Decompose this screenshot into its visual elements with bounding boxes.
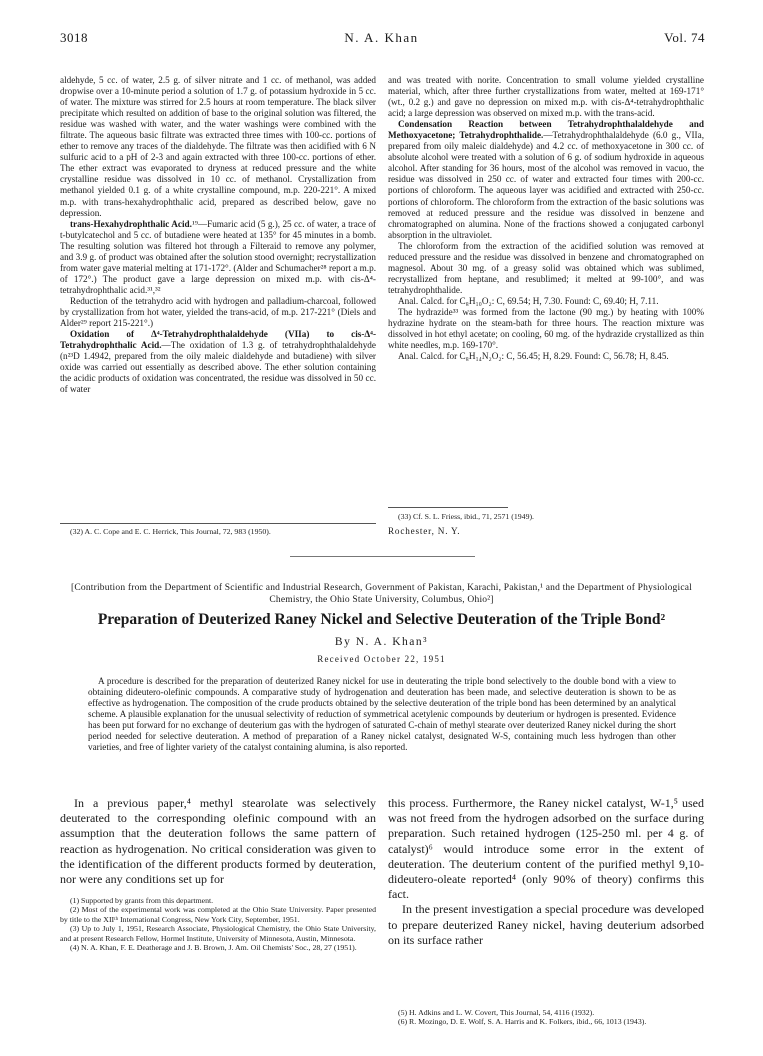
footnote: (5) H. Adkins and L. W. Covert, This Journal, 54, 4116 (1932). <box>398 1008 595 1017</box>
body-right-footnotes <box>388 1008 704 1027</box>
article-title: Preparation of Deuterized Raney Nickel and Selective Deuteration of the Triple Bond² <box>97 611 666 628</box>
body-right-column <box>388 796 704 948</box>
byline: By N. A. Khan³ <box>334 636 429 648</box>
running-head-author: N. A. Khan <box>344 30 419 45</box>
paragraph: Condensation Reaction between Tetrahydrophthalaldehyde and Methoxyacetone; Tetrahydrophthalide.—Tetrahydrophthalaldehyde (6.0 g., VIIa, prepared from oily maleic dialdehyde) and 4.2 cc. of methoxyacetone in 300 cc. of absolute alcohol were treated with a solution of 6 g. of sodium hydroxide in aqueous alcohol. After standing for 36 hours, most of the alcohol was removed in vacuo, the residue was dissolved in 250 cc. of water and extracted four times with 200-cc. portions of chloroform. The aqueous layer was acidified and extracted with 250-cc. portions of chloroform. The chloroform from the extraction of the basic solutions was removed at reduced pressure and the residue was dissolved in benzene and chromatographed on alumina. None of the fractions showed a conjugated carbonyl absorption in the ultraviolet. <box>388 119 704 240</box>
analysis-line: Anal. Calcd. for C₈H₁₄N₂O₂: C, 56.45; H, 8.29. Found: C, 56.78; H, 8.45. <box>398 351 669 362</box>
footnote-rule <box>60 523 376 524</box>
page-number: 3018 <box>60 30 88 45</box>
paragraph: The chloroform from the extraction of the acidified solution was removed at reduced pressure and the residue was dissolved in benzene and chromatographed on magnesol. About 30 mg. of a greasy solid was obtained which was sublimed, recrystallized from heptane, and resublimed; it melted at 99-100°, and was tetrahydrophthalide. <box>388 240 704 295</box>
top-right-footnote <box>388 512 704 521</box>
footnote: (32) A. C. Cope and E. C. Herrick, This Journal, 72, 983 (1950). <box>70 527 271 536</box>
paragraph: Reduction of the tetrahydro acid with hydrogen and palladium-charcoal, followed by crystallization from hot water, yielded the trans-acid, of m.p. 217-221° (Diels and Alder²⁹ report 215-221°.) <box>60 295 376 329</box>
received-date: Received October 22, 1951 <box>317 654 446 664</box>
footnote: (6) R. Mozingo, D. E. Wolf, S. A. Harris and K. Folkers, ibid., 66, 1013 (1943). <box>398 1017 647 1027</box>
paragraph: trans-Hexahydrophthalic Acid.¹⁹—Fumaric acid (5 g.), 25 cc. of water, a trace of t-butylcatechol and 5 cc. of butadiene were heated at 135° for 45 minutes in a bomb. The resulting solution was filtered hot through a Filteraid to remove any polymer, and 3.9 g. of product was obtained after the solution stood overnight; recrystallization from water gave material melting at 171-172°. (Alder and Schumacher²⁸ report a m.p. of 172°.) The product gave a large depression on mixed m.p. with cis-Δ⁴-tetrahydrophthalic acid.³¹,³² <box>60 218 376 295</box>
paragraph: Oxidation of Δ⁴-Tetrahydrophthalaldehyde (VIIa) to cis-Δ⁴-Tetrahydrophthalic Acid.—The oxidation of 1.3 g. of tetrahydrophthalaldehyde (n²³D 1.4942, prepared from the oily maleic dialdehyde and butadiene) with silver oxide was carried out essentially as described above. The ether solution containing the acidic products of oxidation was concentrated, the residue was dissolved in 50 cc. of water <box>60 329 376 395</box>
footnote: (4) N. A. Khan, F. E. Deatherage and J. B. Brown, J. Am. Oil Chemists' Soc., 28, 27 (1951). <box>70 943 357 953</box>
paragraph: The hydrazide³³ was formed from the lactone (90 mg.) by heating with 100% hydrazine hydrate on the steam-bath for three hours. The reaction mixture was dissolved in hot ethyl acetate; on cooling, 60 mg. of the hydrazide crystallized as thin white needles, m.p. 169-170°. <box>388 306 704 351</box>
top-left-footnote <box>60 527 376 536</box>
paragraph: aldehyde, 5 cc. of water, 2.5 g. of silver nitrate and 1 cc. of methanol, was added dropwise over a 10-minute period a solution of 1.7 g. of potassium hydroxide in 5 cc. of water. The mixture was stirred for 2.5 hours at room temperature. The black silver precipitate which resulted on addition of base to the original solution was filtered, the residue was washed with water, and the water washings were combined with the filtrate. The aqueous basic filtrate was extracted three times with 100-cc. portions of ether to remove any traces of the dialdehyde. The filtrate was then acidified with 6 N sulfuric acid to a pH of 2-3 and again extracted with three 100-cc. portions of ether. The ether extract was evaporated to dryness at reduced pressure and the white crystalline residue was dissolved in 10 cc. of methanol. Crystallization from methanol yielded 0.1 g. of a white crystalline compound, m.p. 220-221°. A mixed m.p. with trans-hexahydrophthalic acid, prepared as described below, gave no depression. <box>60 75 376 218</box>
article-separator-rule <box>290 556 475 557</box>
paragraph: this process. Furthermore, the Raney nickel catalyst, W-1,⁵ used was not freed from the hydrogen adsorbed on the surface during preparation. Such retained hydrogen (125-250 ml. per 4 g. of catalyst)⁶ would introduce some error in the extent of deuteration. The deuterium content of the purified methyl 9,10-dideutero-oleate reported⁴ (only 90% of theory) confirms this fact. <box>388 796 704 902</box>
top-right-column <box>388 75 704 362</box>
location: Rochester, N. Y. <box>388 526 461 536</box>
section-heading: Oxidation of Δ⁴-Tetrahydrophthalaldehyde (VIIa) to cis-Δ⁴-Tetrahydrophthalic Acid. <box>60 329 376 351</box>
footnote: (33) Cf. S. L. Friess, ibid., 71, 2571 (1949). <box>398 512 535 521</box>
footnote: (3) Up to July 1, 1951, Research Associate, Physiological Chemistry, the Ohio State University, and at present Research Fellow, Hormel Institute, University of Minnesota, Austin, Minnesota. <box>60 924 376 943</box>
contribution-line: [Contribution from the Department of Scientific and Industrial Research, Government of Pakistan, Karachi, Pakistan,¹ and the Department of Physiological Chemistry, the Ohio State University, Columbus, Ohio²] <box>70 583 693 605</box>
abstract: A procedure is described for the preparation of deuterized Raney nickel for use in deuterating the triple bond selectively to the double bond with a view to obtaining dideutero-olefinic compounds. A comparative study of hydrogenation and deuteration has been made, and selective deuteration is shown to be as effective as hydrogenation. The composition of the crude products obtained by the selective deuteration of the triple bond has been determined by an analytical scheme. A plausible explanation for the unusual selectivity of reduction of symmetrical acetylenic compounds by deuterium or hydrogen is presented. Evidence has been put forward for no exchange of deuterium gas with the hydrogen of saturated C-chain of methyl stearate over deuterized Raney nickel during the short period needed for selective deuteration. A method of preparation of a Raney nickel catalyst, designated W-S, containing much less hydrogen than other varieties, and free of lighter variety of the catalyst containing alumina, is also reported. <box>88 676 676 753</box>
section-heading: Condensation Reaction between Tetrahydrophthalaldehyde and Methoxyacetone; Tetrahydrophthalide. <box>388 119 704 141</box>
paragraph: In a previous paper,⁴ methyl stearolate was selectively deuterated to the corresponding olefinic compound with an assumption that the deuteration follows the same pattern of reaction as hydrogenation. No critical consideration was given to the identification of the different products formed by deuteration, nor were any conditions set up for <box>60 796 376 887</box>
analysis-line: Anal. Calcd. for C₈H₁₀O₂: C, 69.54; H, 7.30. Found: C, 69.40; H, 7.11. <box>398 295 659 306</box>
body-left-footnotes <box>60 896 376 952</box>
section-heading: trans-Hexahydrophthalic Acid. <box>70 218 192 229</box>
footnote-rule <box>388 507 508 508</box>
volume-label: Vol. 74 <box>664 30 705 45</box>
paragraph: In the present investigation a special procedure was developed to prepare deuterized Raney nickel, having deuterium adsorbed on its surface rather <box>388 902 704 947</box>
footnote: (1) Supported by grants from this department. <box>70 896 214 905</box>
paragraph: and was treated with norite. Concentration to small volume yielded crystalline material, which, after three further crystallizations from water, melted at 169-171° (wt., 0.2 g.) and gave no depression on mixed m.p. with cis-Δ⁴-tetrahydrophthalic acid; a large depression was observed on mixed m.p. with the trans-acid. <box>388 75 704 119</box>
footnote: (2) Most of the experimental work was completed at the Ohio State University. Paper presented by title to the XIIᵗʰ International Congress, New York City, September, 1951. <box>60 905 376 924</box>
location-line <box>388 526 704 537</box>
body-left-column <box>60 796 376 887</box>
top-left-column <box>60 75 376 395</box>
